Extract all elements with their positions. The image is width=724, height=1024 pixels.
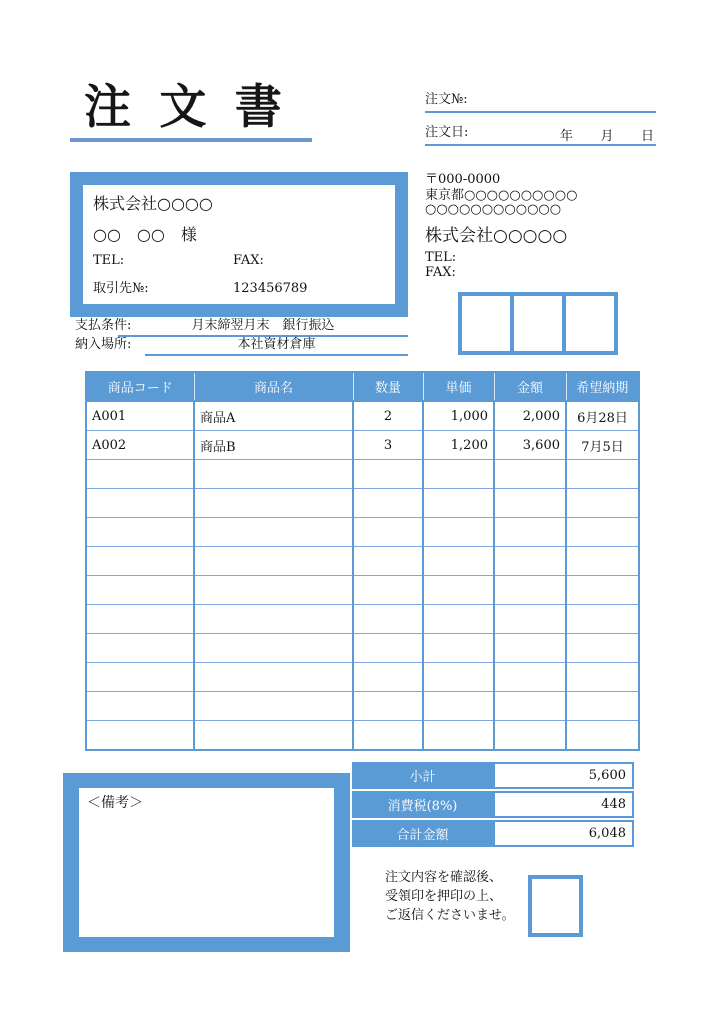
- total-label: 小計: [352, 762, 493, 789]
- item-row: [86, 431, 639, 460]
- item-cell-code: [86, 692, 194, 721]
- item-cell-name: [194, 547, 353, 576]
- items-table: [85, 371, 640, 751]
- client-tel-label: TEL:: [93, 253, 125, 268]
- approval-stamp-boxes: [458, 292, 618, 355]
- item-cell-delivery: 6月28日: [566, 401, 639, 431]
- item-cell-qty: 2: [353, 401, 423, 431]
- item-cell-name: [194, 634, 353, 663]
- total-row: [352, 820, 638, 847]
- item-cell-unit_price: [423, 576, 494, 605]
- item-cell-qty: [353, 692, 423, 721]
- item-cell-amount: [494, 634, 566, 663]
- order-no-field-line: [425, 111, 656, 113]
- issuer-address-line2: ○○○○○○○○○○○○: [425, 202, 562, 217]
- item-cell-delivery: [566, 547, 639, 576]
- delivery-place-line: [145, 354, 408, 356]
- item-cell-code: [86, 634, 194, 663]
- item-cell-delivery: [566, 576, 639, 605]
- header-product-code: 商品コード: [86, 372, 194, 401]
- header-requested-delivery: 希望納期: [566, 372, 639, 401]
- empty-item-row: [86, 692, 639, 721]
- empty-item-row: [86, 489, 639, 518]
- item-cell-unit_price: [423, 489, 494, 518]
- header-unit-price: 単価: [423, 372, 494, 401]
- item-cell-unit_price: [423, 605, 494, 634]
- item-cell-amount: [494, 547, 566, 576]
- item-cell-delivery: 7月5日: [566, 431, 639, 460]
- item-cell-unit_price: [423, 460, 494, 489]
- item-cell-qty: [353, 489, 423, 518]
- approval-stamp-box-3: [562, 296, 614, 351]
- item-cell-amount: 2,000: [494, 401, 566, 431]
- header-quantity: 数量: [353, 372, 423, 401]
- items-table-header-row: [86, 372, 639, 401]
- items-table-wrapper: [85, 371, 640, 751]
- empty-item-row: [86, 663, 639, 692]
- item-cell-code: A001: [86, 401, 194, 431]
- client-fax-label: FAX:: [233, 253, 264, 268]
- item-cell-unit_price: [423, 547, 494, 576]
- empty-item-row: [86, 605, 639, 634]
- item-cell-unit_price: [423, 634, 494, 663]
- remarks-label: ＜備考＞: [87, 795, 143, 811]
- item-cell-name: [194, 605, 353, 634]
- page-title: 注 文 書: [84, 80, 288, 135]
- remarks-box: [63, 773, 350, 952]
- item-cell-delivery: [566, 605, 639, 634]
- item-cell-amount: [494, 518, 566, 547]
- client-contact-name: ○○ ○○ 様: [93, 225, 197, 244]
- totals-section: [352, 762, 638, 849]
- issuer-company-name: 株式会社○○○○○: [425, 226, 568, 246]
- item-cell-qty: [353, 721, 423, 751]
- item-cell-unit_price: [423, 518, 494, 547]
- client-company-name: 株式会社○○○○: [93, 194, 213, 213]
- item-cell-code: [86, 489, 194, 518]
- client-account-label: 取引先№:: [93, 281, 149, 296]
- item-cell-delivery: [566, 721, 639, 751]
- empty-item-row: [86, 721, 639, 751]
- item-cell-qty: [353, 518, 423, 547]
- item-cell-code: [86, 576, 194, 605]
- item-cell-code: [86, 547, 194, 576]
- order-date-field-line: [425, 144, 656, 146]
- item-cell-delivery: [566, 518, 639, 547]
- item-cell-amount: [494, 721, 566, 751]
- approval-stamp-box-1: [462, 296, 510, 351]
- item-cell-qty: [353, 547, 423, 576]
- item-cell-amount: [494, 692, 566, 721]
- item-cell-code: A002: [86, 431, 194, 460]
- total-value: 6,048: [493, 820, 634, 847]
- item-cell-name: [194, 518, 353, 547]
- item-cell-name: 商品A: [194, 401, 353, 431]
- total-value: 448: [493, 791, 634, 818]
- total-label: 消費税(8%): [352, 791, 493, 818]
- item-cell-name: [194, 576, 353, 605]
- header-amount: 金額: [494, 372, 566, 401]
- title-underline: [70, 138, 312, 142]
- item-cell-qty: [353, 663, 423, 692]
- item-cell-name: [194, 489, 353, 518]
- remarks-inner: [79, 788, 334, 937]
- order-date-year-label: 年: [560, 129, 574, 144]
- item-cell-delivery: [566, 460, 639, 489]
- issuer-postal-code: 〒000-0000: [425, 172, 501, 187]
- reply-instruction-note: [385, 868, 515, 925]
- item-cell-delivery: [566, 692, 639, 721]
- order-date-month-label: 月: [600, 129, 614, 144]
- total-value: 5,600: [493, 762, 634, 789]
- item-cell-amount: 3,600: [494, 431, 566, 460]
- issuer-address-line1: 東京都○○○○○○○○○○: [425, 188, 578, 203]
- recipient-stamp-box: [528, 875, 583, 937]
- order-date-label: 注文日:: [425, 125, 469, 140]
- empty-item-row: [86, 518, 639, 547]
- item-cell-name: 商品B: [194, 431, 353, 460]
- item-cell-qty: 3: [353, 431, 423, 460]
- item-cell-amount: [494, 489, 566, 518]
- item-cell-qty: [353, 460, 423, 489]
- item-cell-name: [194, 663, 353, 692]
- item-cell-code: [86, 460, 194, 489]
- empty-item-row: [86, 460, 639, 489]
- total-row: [352, 762, 638, 789]
- item-cell-amount: [494, 663, 566, 692]
- delivery-place-label: 納入場所:: [75, 337, 132, 352]
- item-cell-qty: [353, 634, 423, 663]
- item-cell-unit_price: [423, 663, 494, 692]
- order-date-day-label: 日: [640, 129, 654, 144]
- client-address-inner: [83, 185, 395, 304]
- item-cell-qty: [353, 605, 423, 634]
- item-cell-unit_price: [423, 692, 494, 721]
- item-cell-code: [86, 605, 194, 634]
- item-cell-delivery: [566, 489, 639, 518]
- reply-note-line3: ご返信くださいませ。: [385, 908, 515, 923]
- item-cell-delivery: [566, 663, 639, 692]
- order-date-ymd: [560, 125, 654, 144]
- item-cell-unit_price: 1,200: [423, 431, 494, 460]
- reply-note-line1: 注文内容を確認後、: [385, 870, 503, 885]
- item-cell-name: [194, 460, 353, 489]
- order-no-label: 注文№:: [425, 92, 468, 107]
- item-cell-qty: [353, 576, 423, 605]
- issuer-fax-label: FAX:: [425, 265, 456, 280]
- client-address-box: [70, 172, 408, 317]
- item-cell-code: [86, 663, 194, 692]
- reply-note-line2: 受領印を押印の上、: [385, 889, 503, 904]
- item-cell-code: [86, 721, 194, 751]
- issuer-tel-label: TEL:: [425, 250, 457, 265]
- item-cell-name: [194, 721, 353, 751]
- item-cell-amount: [494, 605, 566, 634]
- empty-item-row: [86, 576, 639, 605]
- item-cell-amount: [494, 460, 566, 489]
- total-row: [352, 791, 638, 818]
- item-cell-code: [86, 518, 194, 547]
- delivery-place-value: 本社資材倉庫: [237, 337, 316, 352]
- payment-terms-label: 支払条件:: [75, 318, 132, 333]
- client-account-number: 123456789: [233, 281, 308, 296]
- empty-item-row: [86, 634, 639, 663]
- item-cell-unit_price: 1,000: [423, 401, 494, 431]
- empty-item-row: [86, 547, 639, 576]
- payment-terms-value: 月末締翌月末 銀行振込: [191, 318, 335, 333]
- item-cell-amount: [494, 576, 566, 605]
- header-product-name: 商品名: [194, 372, 353, 401]
- item-cell-delivery: [566, 634, 639, 663]
- items-table-body: [86, 401, 639, 750]
- item-cell-unit_price: [423, 721, 494, 751]
- approval-stamp-box-2: [510, 296, 562, 351]
- total-label: 合計金額: [352, 820, 493, 847]
- item-row: [86, 401, 639, 431]
- item-cell-name: [194, 692, 353, 721]
